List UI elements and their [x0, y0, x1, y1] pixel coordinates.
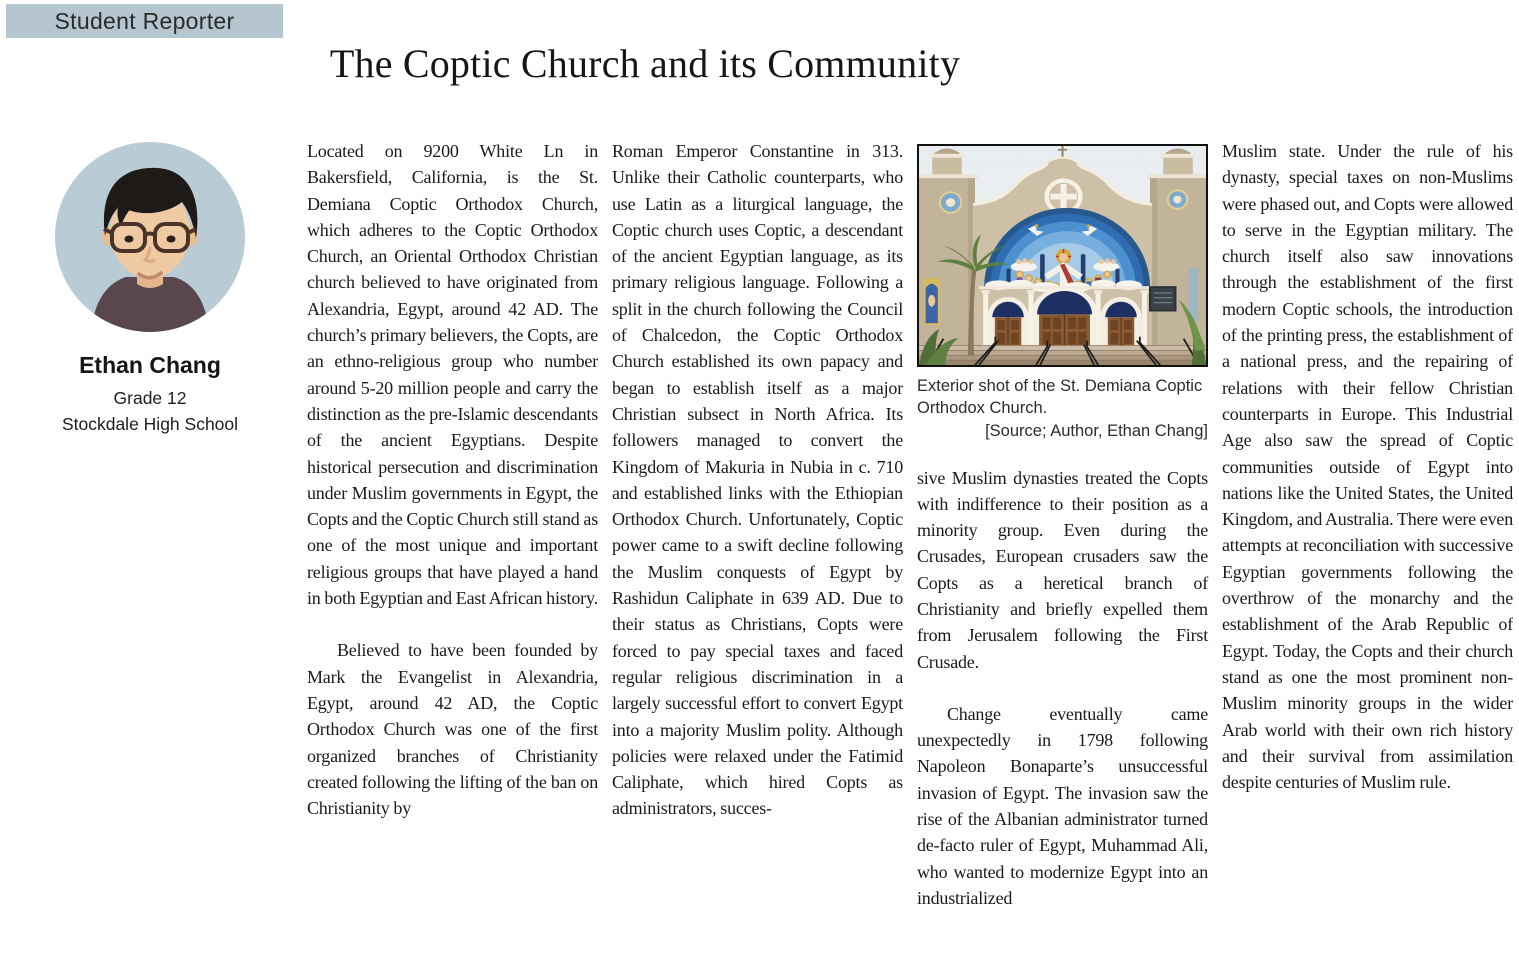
- paragraph: Roman Emperor Constantine in 313. Unlike their Catholic counterparts, who use Latin as a liturgical language, the Coptic church uses Coptic, a descendant of the ancient Egyptian language, as its primary religious language. Following a split in the church following the Council of Chalcedon, the Coptic Orthodox Church established its own papacy and began to establish itself as a major Christian subsect in North Africa. Its followers managed to convert the Kingdom of Makuria in Nubia in c. 710 and established links with the Ethiopian Orthodox Church. Unfortunately, Coptic power came to a swift decline following the Muslim conquests of Egypt by Rashidun Caliphate in 639 AD. Due to their status as Christians, Copts were forced to pay special taxes and faced regular religious discrimination in a largely successful effort to convert Egypt into a majority Muslim polity. Although policies were relaxed under the Fatimid Caliphate, which hired Copts as administrators, succes-: [612, 141, 903, 819]
- author-block: [32, 142, 268, 438]
- church-photo: [917, 144, 1208, 367]
- author-grade: Grade 12: [113, 388, 187, 408]
- author-portrait-illustration: [55, 142, 245, 332]
- church-figure: [917, 144, 1208, 443]
- paragraph: Located on 9200 White Ln in Bakersfield, California, is the St. Demiana Coptic Orthodox Church, which adheres to the Coptic Orthodox Church, an Oriental Orthodox Christian church believed to have originated from Alexandria, Egypt, around 42 AD. The church’s primary believers, the Copts, are an ethno-religious group who number around 5-20 million people and carry the distinction as the pre-Islamic descendants of the ancient Egyptians. Despite historical persecution and discrimination under Muslim governments in Egypt, the Copts and the Coptic Church still stand as one of the most unique and important religious groups that have played a hand in both Egyptian and East African history.: [307, 141, 598, 609]
- paragraph: Muslim state. Under the rule of his dynasty, special taxes on non-Muslims were phased out, and Copts were allowed to serve in the Egyptian military. The church itself also saw innovations through the establishment of the first modern Coptic schools, the introduction of the printing press, the establishment of a national press, and the repairing of relations with their fellow Christian counterparts in Europe. This Industrial Age also saw the spread of Coptic communities outside of Egypt into nations like the United States, the United Kingdom, and Australia. There were even attempts at reconciliation with successive Egyptian governments following the overthrow of the monarchy and the establishment of the Arab Republic of Egypt. Today, the Copts and their church stand as one the most prominent non-Muslim minority groups in the wider Arab world with their own rich history and their survival from assimilation despite centuries of Muslim rule.: [1222, 141, 1513, 793]
- figure-caption: Exterior shot of the St. Demiana Coptic Orthodox Church.: [917, 377, 1203, 417]
- paragraph: Believed to have been founded by Mark the Evangelist in Alexandria, Egypt, around 42 AD, the Coptic Orthodox Church was one of the first organized branches of Christianity created following the lifting of the ban on Christianity by: [307, 640, 598, 819]
- author-name: Ethan Chang: [79, 352, 221, 378]
- figure-source: [Source; Author, Ethan Chang]: [985, 422, 1208, 440]
- article-title: The Coptic Church and its Community: [329, 41, 961, 86]
- church-photo-illustration: [919, 146, 1206, 365]
- article-body: [307, 138, 1513, 958]
- text-column-2: [612, 138, 903, 958]
- figure-caption-block: [917, 376, 1208, 443]
- text-column-1: [307, 138, 598, 958]
- steps-illustration: [919, 346, 1206, 365]
- author-photo: [55, 142, 245, 332]
- section-badge: Student Reporter: [6, 4, 283, 38]
- text-column-4: [1222, 138, 1513, 958]
- paragraph: sive Muslim dynasties treated the Copts with indifference to their position as a minority group. Even during the Crusades, European crusaders saw the Copts as a heretical branch of Christianity and briefly expelled them from Jerusalem following the First Crusade.: [917, 467, 1208, 672]
- author-school: Stockdale High School: [61, 414, 239, 435]
- paragraph: Change eventually came unexpectedly in 1798 following Napoleon Bonaparte’s unsuccessful invasion of Egypt. The invasion saw the rise of the Albanian administrator turned de-facto ruler of Egypt, Muhammad Ali, who wanted to modernize Egypt into an industrialized: [917, 703, 1208, 908]
- text-column-3: [917, 138, 1208, 958]
